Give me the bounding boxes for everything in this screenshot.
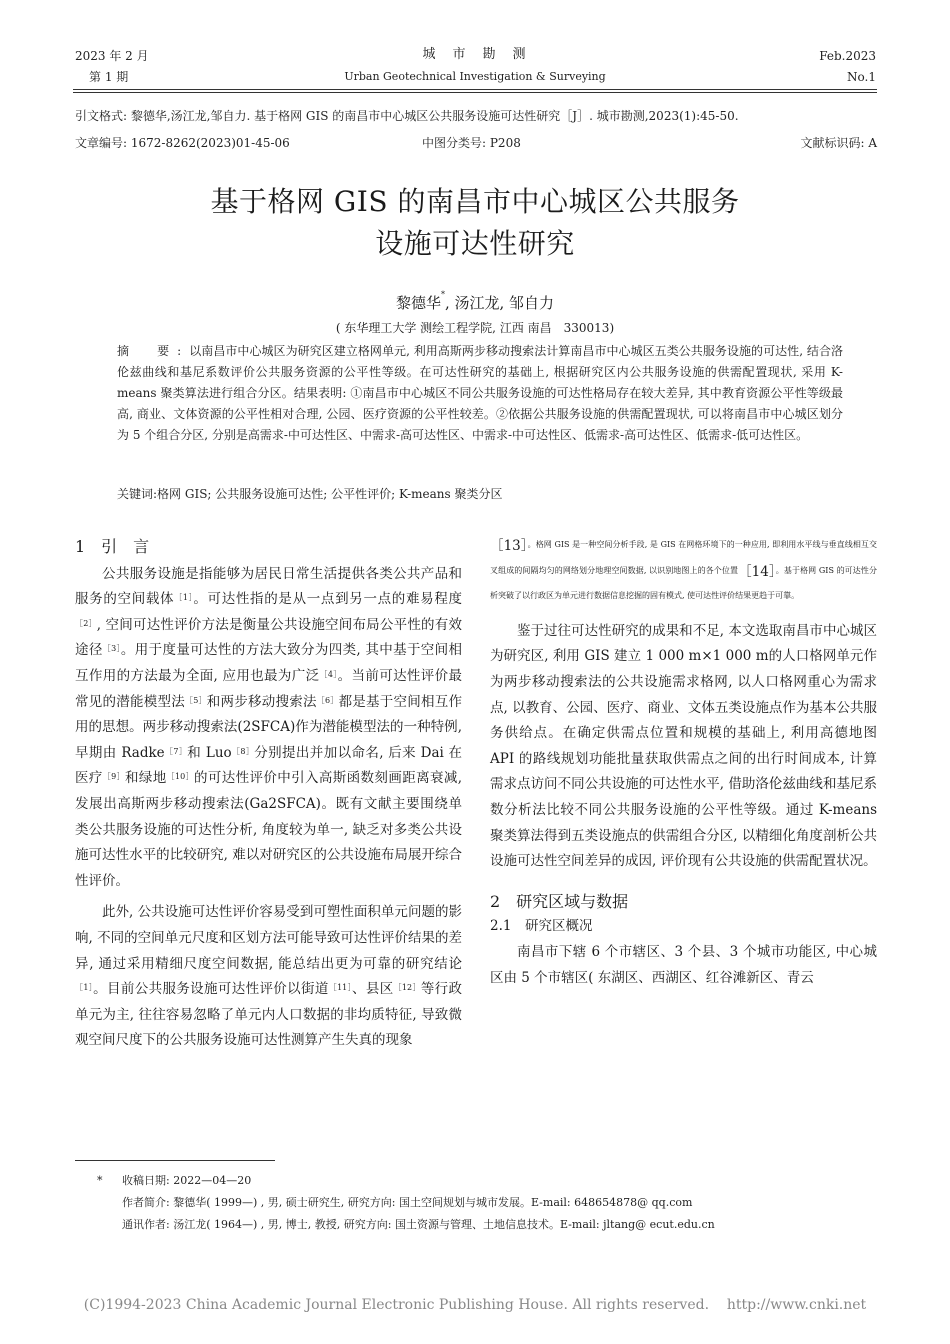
first-author: 黎德华: [395, 294, 441, 312]
article-number: 文章编号: 1672-8262(2023)01-45-06: [75, 136, 290, 150]
keywords-text: 格网 GIS; 公共服务设施可达性; 公平性评价; K-means 聚类分区: [157, 487, 503, 501]
journal-name-en: Urban Geotechnical Investigation & Surveying: [344, 70, 606, 83]
corresponding-mark: *: [440, 290, 445, 299]
citation-format: 引文格式: 黎德华,汤江龙,邹自力. 基于格网 GIS 的南昌市中心城区公共服务设施可达性研究［J］. 城市勘测,2023(1):45-50.: [75, 109, 739, 123]
section2-paragraph-1: 南昌市下辖 6 个市辖区、3 个县、3 个城市功能区, 中心城区由 5 个市辖区( 东湖区、西湖区、红谷滩新区、青云: [490, 943, 877, 986]
footnote-rule: [75, 1160, 275, 1161]
watermark-copyright: (C)1994-2023 China Academic Journal Electronic Publishing House. All rights reserved.: [83, 1297, 710, 1313]
copyright-watermark: [0, 1297, 950, 1313]
header-rule: [73, 89, 877, 90]
issue-number-en: No.1: [847, 70, 876, 84]
watermark-url: http://www.cnki.net: [726, 1297, 867, 1313]
keywords: [117, 484, 843, 505]
paper-title-line2: 设施可达性研究: [375, 227, 575, 260]
section1-heading: 1 引 言: [75, 537, 150, 556]
paper-title-line1: 基于格网 GIS 的南昌市中心城区公共服务: [210, 185, 740, 218]
section2-1-heading: 2.1 研究区概况: [490, 918, 593, 935]
section1-paragraph-1: 公共服务设施是指能够为居民日常生活提供各类公共产品和服务的空间载体$^{[1]}$。可达性指的是从一点到另一点的难易程度$^{[2]}$, 空间可达性评价方法是衡量公共设施空间布局公平性的有效途径$^{[3]}$。用于度量可达性的方法大致分为四类, 其中基于空间相互作用的方法最为全面, 应用也最为广泛$^{[4]}$。当前可达性评价最常见的潜能模型法$^{[5]}$和两步移动搜索法$^{[6]}$都是基于空间相互作用的思想。两步移动搜索法(2SFCA)作为潜能模型法的一种特例, 早期由 Radke$^{[7]}$和 Luo$^{[8]}$分别提出并加以命名, 后来 Dai 在医疗$^{[9]}$和绿地$^{[10]}$的可达性评价中引入高斯函数刻画距离衰减, 发展出高斯两步移动搜索法(Ga2SFCA)。既有文献主要围绕单类公共服务设施的可达性分析, 角度较为单一, 缺乏对多类公共设施可达性水平的比较研究, 难以对研究区的公共设施布局展开综合性评价。: [75, 565, 463, 889]
abstract-label: 摘 要:: [117, 344, 190, 358]
document-code: 文献标识码: A: [800, 136, 877, 150]
clc-number: 中图分类号: P208: [422, 136, 521, 150]
other-authors: , 汤江龙, 邹自力: [444, 294, 555, 312]
received-date: 收稿日期: 2022—04—20: [122, 1174, 252, 1187]
keywords-label: 关键词:: [117, 487, 158, 501]
issue-date-en: Feb.2023: [819, 49, 876, 63]
affiliation: ( 东华理工大学 测绘工程学院, 江西 南昌 330013): [335, 321, 615, 335]
section1-paragraph-2-continued: ［13］$^{。格网 GIS 是一种空间分析手段, 是 GIS 在网格环境下的一种应用, 即利用水平线与垂直线相互交叉组成的间隔均匀的网络划分地理空间数据, 以识别地图上的各个位置}$［14］$^{。基于格网 GIS 的可达性分析突破了以行政区为单元进行数据信息挖掘的固有模式, 使可达性评价结果更趋于可靠。}$: [490, 538, 877, 601]
header-rule-thin: [73, 92, 877, 93]
section2-heading: 2 研究区域与数据: [490, 891, 629, 911]
corresponding-author: 通讯作者: 汤江龙( 1964—) , 男, 博士, 教授, 研究方向: 国土资源与管理、土地信息技术。E-mail: jltang@ ecut.edu.cn: [122, 1218, 715, 1231]
abstract: [117, 341, 843, 446]
author-list: [0, 292, 950, 313]
abstract-text: 以南昌市中心城区为研究区建立格网单元, 利用高斯两步移动搜索法计算南昌市中心城区五类公共服务设施的可达性, 结合洛伦兹曲线和基尼系数评价公共服务资源的公平性等级。在可达性研究的基础上, 根据研究区内公共服务设施的供需配置现状, 采用 K-means 聚类算法进行组合分区。结果表明: ①南昌市中心城区不同公共服务设施的可达性格局存在较大差异, 其中教育资源公平性等级最高, 商业、文体资源的公平性相对合理, 公园、医疗资源的公平性较差。②依据公共服务设施的供需配置现状, 可以将南昌市中心城区划分为 5 个组合分区, 分别是高需求-中可达性区、中需求-高可达性区、中需求-中可达性区、低需求-高可达性区、低需求-低可达性区。: [117, 344, 843, 442]
journal-name: 城 市 勘 测: [422, 47, 528, 62]
footnote-star: *: [97, 1174, 103, 1187]
section1-paragraph-2: 此外, 公共设施可达性评价容易受到可塑性面积单元问题的影响, 不同的空间单元尺度和区划方法可能导致可达性评价结果的差异, 通过采用精细尺度空间数据, 能总结出更为可靠的研究结论$^{[1]}$。目前公共服务设施可达性评价以街道$^{[11]}$、县区$^{[12]}$等行政单元为主, 往往容易忽略了单元内人口数据的非均质特征, 导致微观空间尺度下的公共服务设施可达性测算产生失真的现象: [75, 904, 463, 1049]
left-column: [75, 534, 462, 1054]
right-column: [490, 534, 877, 991]
issue-number: 第 1 期: [89, 70, 129, 84]
section1-paragraph-3: 鉴于过往可达性研究的成果和不足, 本文选取南昌市中心城区为研究区, 利用 GIS 建立 1 000 m×1 000 m的人口格网单元作为两步移动搜索法的公共设施需求格网, 以人口格网重心为需求点, 以教育、公园、医疗、商业、文体五类设施点作为基本公共服务供给点。在确定供需点位置和规模的基础上, 利用高德地图 API 的路线规划功能批量获取供需点之间的出行时间成本, 计算需求点访问不同公共设施的可达性水平, 借助洛伦兹曲线和基尼系数分析法比较不同公共服务设施的公平性等级。通过 K-means 聚类算法得到五类设施点的供需组合分区, 以精细化角度剖析公共设施可达性空间差异的成因, 评价现有公共设施的供需配置状况。: [490, 622, 877, 870]
author-bio: 作者简介: 黎德华( 1999—) , 男, 硕士研究生, 研究方向: 国土空间规划与城市发展。E-mail: 648654878@ qq.com: [122, 1196, 693, 1209]
issue-date: 2023 年 2 月: [75, 49, 149, 63]
